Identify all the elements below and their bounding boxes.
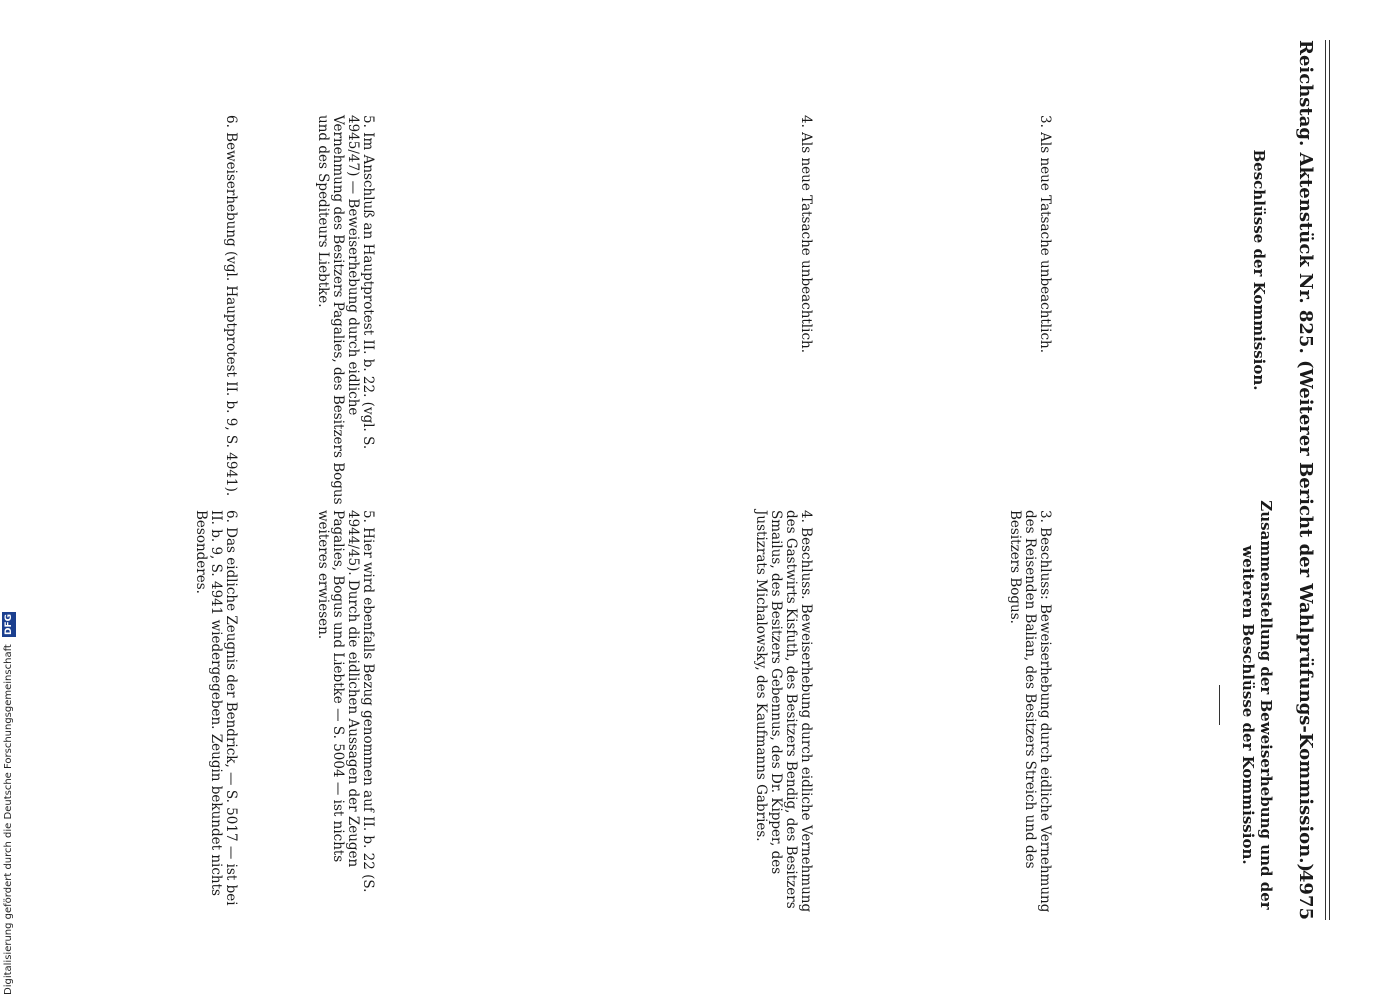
left-item-5 <box>315 115 375 505</box>
page-header <box>1290 40 1316 920</box>
right-item-text: 5. Hier wird ebenfalls Bezug genommen auf II. b. 22 (S. 4944/45). Durch die eidlichen Aussagen der Zeugen Pagalies, Bogus und Liebtke — S. 5004 — ist nichts weiteres erwiesen. <box>315 510 376 893</box>
digitization-credit <box>2 605 16 995</box>
left-item-text: 5. Im Anschluß an Hauptprotest II. b. 22. (vgl. S. 4945/47) — Beweiserhebung durch eidliche Vernehmung des Besitzers Pagalies, des Besitzers Bogus und des Spediteurs Liebtke. <box>315 115 376 505</box>
left-item-4 <box>798 115 813 505</box>
left-item-3 <box>1037 115 1052 505</box>
left-item-6 <box>223 115 238 505</box>
right-item-3 <box>1007 510 1052 920</box>
right-column-title: Zusammenstellung der Beweiserhebung und der weiteren Beschlüsse der Kommission. <box>1239 500 1275 910</box>
header-title: Reichstag. Aktenstück Nr. 825. (Weiterer Bericht der Wahlprüfungs-Kommission.) <box>1295 40 1316 873</box>
document-page <box>190 40 1330 920</box>
title-divider <box>1219 685 1220 725</box>
page-number: 4975 <box>1295 869 1316 920</box>
top-rule-inner <box>1325 40 1326 920</box>
left-column-title: Beschlüsse der Kommission. <box>1250 149 1268 391</box>
top-rule <box>1329 40 1330 920</box>
right-item-text: 4. Beschluss. Beweiserhebung durch eidliche Vernehmung des Gastwirts Kisfuth, des Besitzers Bendig, des Besitzers Smailus, des Besitzers Gebennus, des Dr. Kipper, des Justizrats Michalowsky, des Kaufmanns Gabries. <box>753 510 814 913</box>
left-item-text: 4. Als neue Tatsache unbeachtlich. <box>798 115 814 353</box>
credit-text: Digitalisierung gefördert durch die Deutsche Forschungsgemeinschaft <box>3 644 14 995</box>
left-item-text: 6. Beweiserhebung (vgl. Hauptprotest II. b. 9, S. 4941). <box>223 115 239 497</box>
right-item-4 <box>753 510 813 920</box>
right-item-6 <box>193 510 238 920</box>
dfg-logo: DFG <box>4 613 14 635</box>
right-item-5 <box>315 510 375 920</box>
left-item-text: 3. Als neue Tatsache unbeachtlich. <box>1037 115 1053 353</box>
right-item-text: 3. Beschluss: Beweiserhebung durch eidliche Vernehmung des Reisenden Balian, des Besitzers Streich und des Besitzers Bogus. <box>1007 510 1053 913</box>
right-item-text: 6. Das eidliche Zeugnis der Bendrick, — S. 5017 — ist bei II. b. 9, S. 4941 wiedergegeben. Zeugin bekundet nichts Besonderes. <box>193 510 239 906</box>
